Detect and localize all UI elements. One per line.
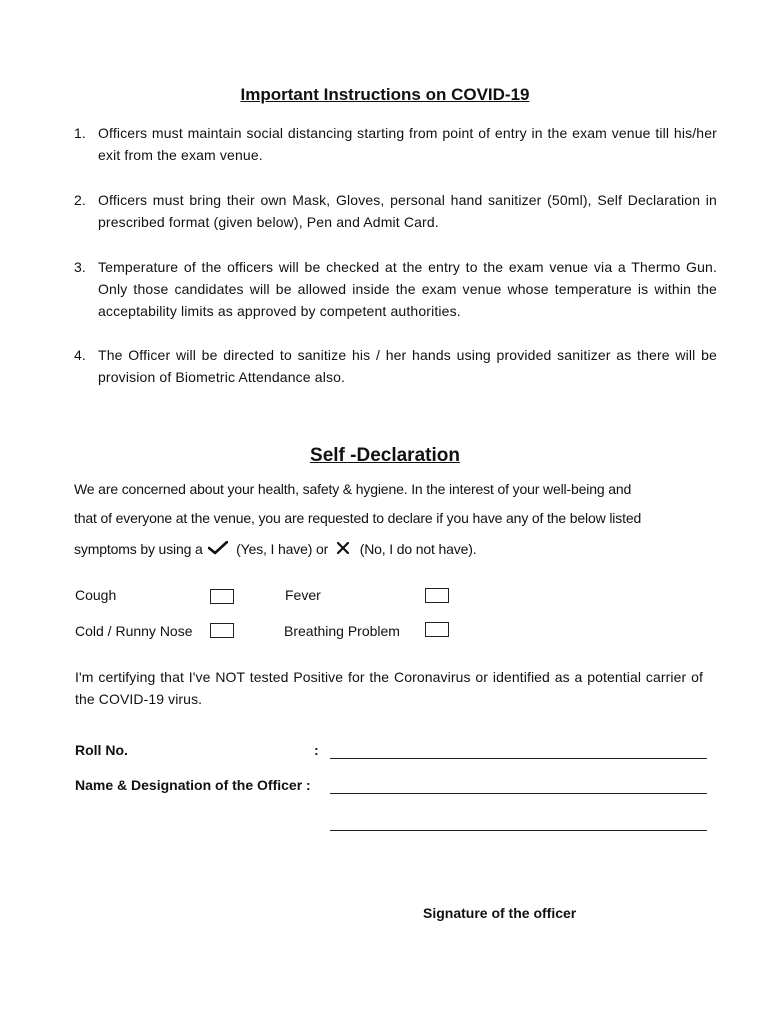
cross-icon [336, 541, 350, 555]
roll-number-label: Roll No. [75, 742, 128, 758]
certification-text: I'm certifying that I've NOT tested Positive for the Coronavirus or identified as a potential carrier of the COVID-19 virus. [75, 669, 703, 707]
instruction-item-1 [74, 122, 717, 166]
symptom-cold-label: Cold / Runny Nose [75, 623, 193, 639]
declaration-line-3-prefix: symptoms by using a [74, 541, 203, 557]
instruction-item-3 [74, 256, 717, 322]
yes-text: (Yes, I have) or [236, 541, 329, 557]
instruction-text: Temperature of the officers will be checked at the entry to the exam venue via a Thermo Gun. Only those candidates will be allowed inside the exam venue whose temperature is within the acceptability limits as approved by competent authorities. [98, 259, 717, 319]
symptom-cough-checkbox[interactable] [210, 589, 234, 604]
instruction-number: 3. [74, 259, 86, 275]
instruction-item-2 [74, 189, 717, 233]
symptom-breathing-checkbox[interactable] [425, 622, 449, 637]
instruction-text: Officers must bring their own Mask, Gloves, personal hand sanitizer (50ml), Self Declaration in prescribed format (given below), Pen and Admit Card. [98, 192, 717, 230]
instruction-number: 2. [74, 192, 86, 208]
roll-number-field[interactable] [330, 758, 707, 759]
symptom-fever-checkbox[interactable] [425, 588, 449, 603]
declaration-line-1: We are concerned about your health, safety & hygiene. In the interest of your well-being and [74, 481, 632, 497]
symptom-cough-label: Cough [75, 587, 117, 603]
signature-label: Signature of the officer [423, 905, 577, 921]
declaration-line-3 [74, 541, 477, 557]
instructions-title: Important Instructions on COVID-19 [240, 85, 530, 104]
instruction-text: Officers must maintain social distancing starting from point of entry in the exam venue till his/her exit from the exam venue. [98, 125, 717, 163]
instruction-number: 4. [74, 347, 86, 363]
no-text: (No, I do not have). [359, 541, 477, 557]
declaration-title: Self -Declaration [310, 445, 460, 466]
symptom-breathing-label: Breathing Problem [284, 623, 400, 639]
officer-name-field[interactable] [330, 793, 707, 794]
officer-name-label: Name & Designation of the Officer : [75, 777, 311, 793]
roll-number-colon: : [314, 742, 319, 758]
instruction-item-4 [74, 344, 717, 388]
instruction-text: The Officer will be directed to sanitize his / her hands using provided sanitizer as there will be provision of Biometric Attendance also. [98, 347, 717, 385]
symptom-cold-checkbox[interactable] [210, 623, 234, 638]
officer-designation-field[interactable] [330, 830, 707, 831]
instruction-number: 1. [74, 125, 86, 141]
symptom-fever-label: Fever [285, 587, 321, 603]
declaration-line-2: that of everyone at the venue, you are requested to declare if you have any of the below listed [74, 510, 642, 526]
checkmark-icon [208, 541, 228, 555]
